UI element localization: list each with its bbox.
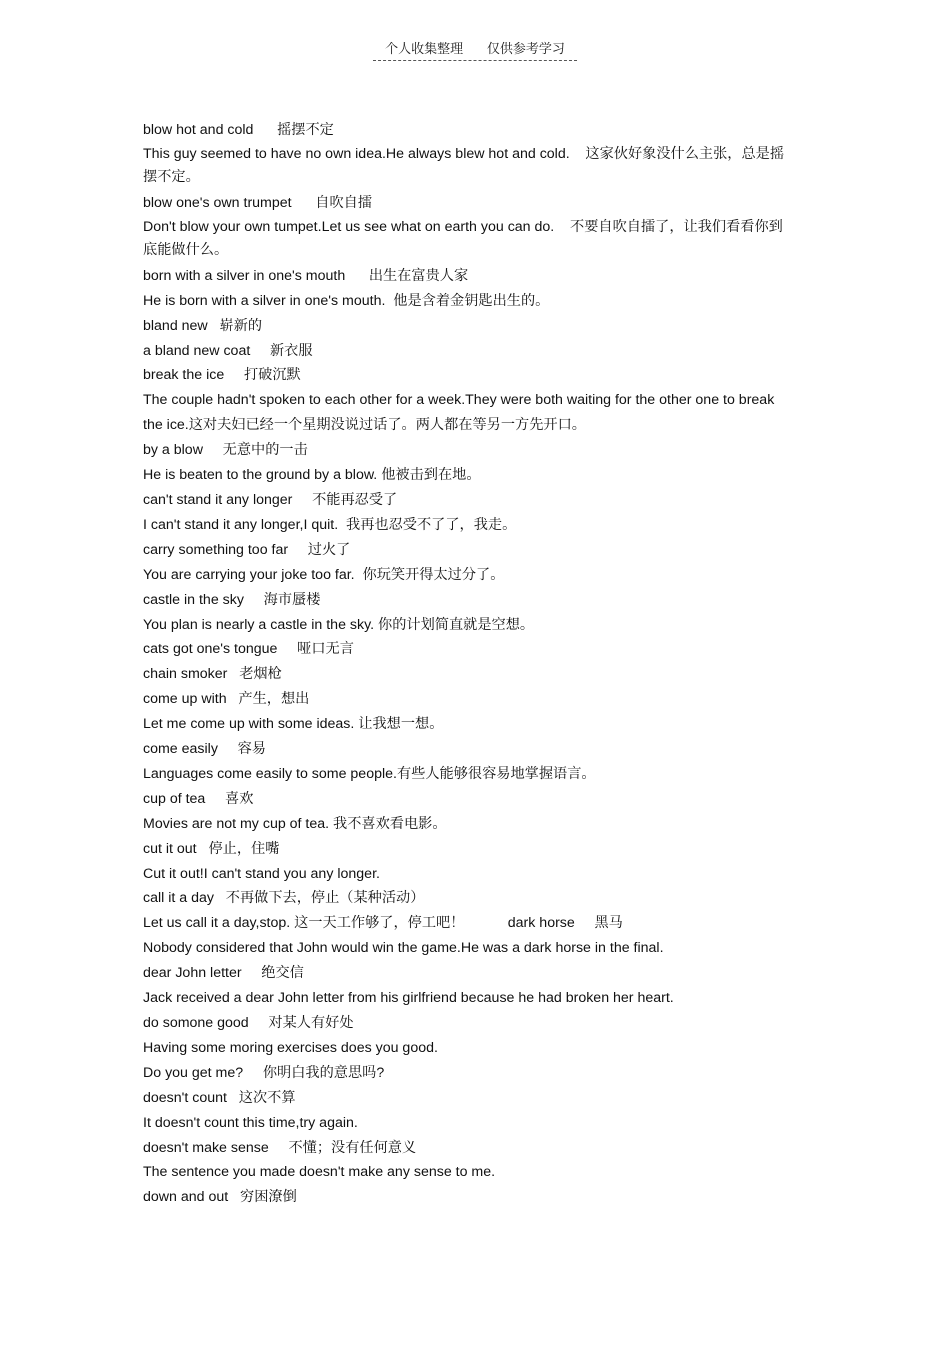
idiom-line: blow hot and cold 摇摆不定 <box>143 122 334 138</box>
example-line: a bland new coat 新衣服 <box>143 342 313 359</box>
example-line: Don't blow your own tumpet.Let us see what on earth you can do. 不要自吹自擂了，让我们看看你到底能做什么。 <box>143 218 783 258</box>
idiom-line: can't stand it any longer 不能再忍受了 <box>143 491 398 508</box>
idiom-line: come up with 产生，想出 <box>143 691 310 708</box>
header-left-text: 个人收集整理 <box>385 41 464 56</box>
example-line: You are carrying your joke too far. 你玩笑开得太过分了。 <box>143 566 505 583</box>
page-header <box>0 38 950 61</box>
idiom-line: by a blow 无意中的一击 <box>143 442 308 459</box>
idiom-line: carry something too far 过火了 <box>143 541 351 558</box>
example-line: Having some moring exercises does you good. <box>143 1039 438 1056</box>
example-line: Cut it out!I can't stand you any longer. <box>143 865 380 882</box>
example-line: Let me come up with some ideas. 让我想一想。 <box>143 716 444 733</box>
example-line: He is beaten to the ground by a blow. 他被击到在地。 <box>143 467 481 484</box>
example-line: Nobody considered that John would win the game.He was a dark horse in the final. <box>143 940 664 957</box>
idiom-line: doesn't make sense 不懂；没有任何意义 <box>143 1139 417 1156</box>
idiom-line: cats got one's tongue 哑口无言 <box>143 641 354 658</box>
example-line: The couple hadn't spoken to each other for a week.They were both waiting for the other one to break the ice.这对夫妇已经一个星期没说过话了。两人都在等另一方先开口。 <box>143 392 779 434</box>
example-line: Movies are not my cup of tea. 我不喜欢看电影。 <box>143 815 447 832</box>
example-line: You plan is nearly a castle in the sky. 你的计划简直就是空想。 <box>143 616 535 633</box>
example-line: It doesn't count this time,try again. <box>143 1114 358 1131</box>
example-line: Let us call it a day,stop. 这一天工作够了，停工吧！ dark horse 黑马 <box>143 915 623 932</box>
idiom-line: blow one's own trumpet 自吹自擂 <box>143 194 373 211</box>
idiom-line: cup of tea 喜欢 <box>143 790 254 807</box>
document-body <box>143 118 788 1210</box>
example-line: Jack received a dear John letter from his girlfriend because he had broken her heart. <box>143 990 674 1007</box>
header-right-text: 仅供参考学习 <box>486 41 565 56</box>
idiom-line: cut it out 停止，住嘴 <box>143 840 280 857</box>
header-banner <box>373 38 577 61</box>
idiom-line: break the ice 打破沉默 <box>143 367 301 384</box>
idiom-line: castle in the sky 海市蜃楼 <box>143 591 321 608</box>
idiom-line: do somone good 对某人有好处 <box>143 1015 354 1031</box>
idiom-line: chain smoker 老烟枪 <box>143 666 282 683</box>
example-line: This guy seemed to have no own idea.He always blew hot and cold. 这家伙好象没什么主张，总是摇摆不定。 <box>143 145 785 185</box>
idiom-line: come easily 容易 <box>143 741 266 758</box>
example-line: I can't stand it any longer,I quit. 我再也忍受不了了，我走。 <box>143 516 517 533</box>
idiom-line: Do you get me? 你明白我的意思吗? <box>143 1064 385 1081</box>
idiom-line: down and out 穷困潦倒 <box>143 1189 297 1206</box>
idiom-line: bland new 崭新的 <box>143 317 263 334</box>
idiom-line: born with a silver in one's mouth 出生在富贵人家 <box>143 267 469 284</box>
example-line: He is born with a silver in one's mouth. 他是含着金钥匙出生的。 <box>143 292 550 309</box>
example-line: The sentence you made doesn't make any sense to me. <box>143 1164 496 1181</box>
idiom-line: doesn't count 这次不算 <box>143 1089 296 1106</box>
idiom-line: dear John letter 绝交信 <box>143 965 304 982</box>
example-line: Languages come easily to some people.有些人能够很容易地掌握语言。 <box>143 765 596 782</box>
idiom-line: call it a day 不再做下去，停止（某种活动） <box>143 890 425 907</box>
